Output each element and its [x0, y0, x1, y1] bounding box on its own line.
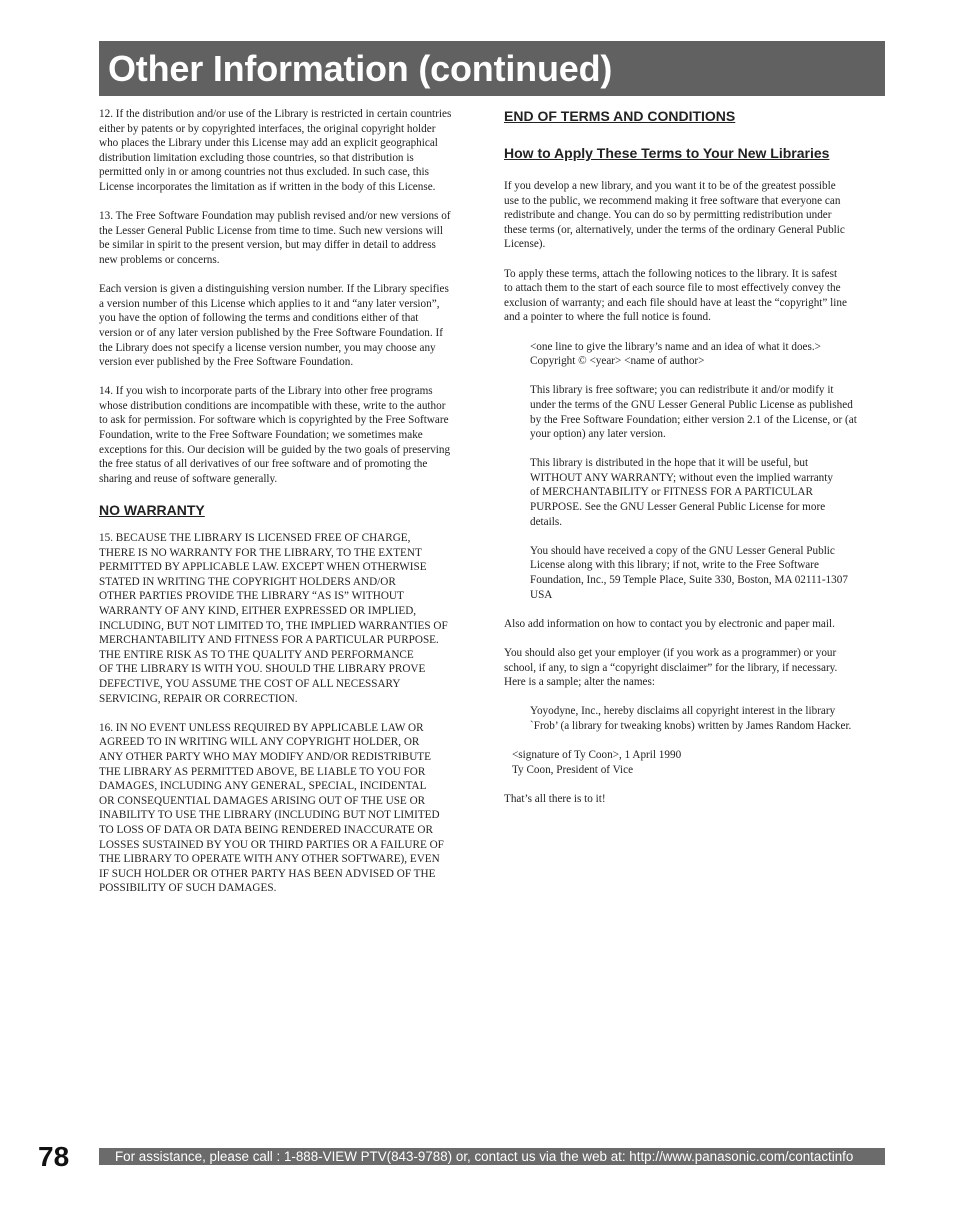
paragraph-13: 13. The Free Software Foundation may publish revised and/or new versions of the Lesser General Public License from time to time. Such new versions will be similar in spirit to the present version, but may differ in detail to address new problems or concerns.: [99, 210, 451, 266]
page-title: Other Information (continued): [108, 48, 613, 89]
paragraph-12: 12. If the distribution and/or use of the Library is restricted in certain countries either by patents or by copyrighted interfaces, the original copyright holder who places the Library under this License may add an explicit geographical distribution limitation excluding those countries, so that distribution is permitted only in or among countries not thus excluded. In such case, this License incorporates the limitation as if written in the body of this License.: [99, 108, 452, 193]
notice-warranty: This library is distributed in the hope that it will be useful, but WITHOUT ANY WARRANTY; without even the implied warranty of MERCHANTABILITY or FITNESS FOR A PARTICULAR PURPOSE. See the GNU Lesser General Public License for more details.: [530, 457, 833, 528]
paragraph-develop: If you develop a new library, and you want it to be of the greatest possible use to the public, we recommend making it free software that everyone can redistribute and change. You can do so by permitting redistribution under these terms (or, alternatively, under the terms of the ordinary General Public License).: [504, 180, 845, 251]
paragraph-employer: You should also get your employer (if you work as a programmer) or your school, if any, to sign a “copyright disclaimer” for the library, if necessary. Here is a sample; alter the names:: [504, 647, 838, 689]
paragraph-contact: Also add information on how to contact you by electronic and paper mail.: [504, 617, 835, 630]
page-number: 78: [38, 1141, 70, 1172]
signature-block: <signature of Ty Coon>, 1 April 1990 Ty Coon, President of Vice: [512, 749, 682, 776]
end-of-terms-heading: END OF TERMS AND CONDITIONS: [504, 108, 736, 124]
paragraph-14: 14. If you wish to incorporate parts of the Library into other free programs whose distribution conditions are incompatible with these, write to the author to ask for permission. For software which is copyrighted by the Free Software Foundation, write to the Free Software Foundation; we sometimes make exceptions for this. Our decision will be guided by the two goals of preserving the free status of all derivatives of our free software and of promoting the sharing and reuse of software generally.: [99, 385, 451, 485]
left-column: [99, 107, 486, 910]
sample-disclaimer: Yoyodyne, Inc., hereby disclaims all copyright interest in the library `Frob’ (a library for tweaking knobs) written by James Random Hacker.: [530, 705, 852, 732]
notice-free-software: This library is free software; you can redistribute it and/or modify it under the terms of the GNU Lesser General Public License as published by the Free Software Foundation; either version 2.1 of the License, or (at your option) any later version.: [530, 384, 857, 441]
how-to-apply-heading: How to Apply These Terms to Your New Libraries: [504, 145, 830, 161]
closing-line: That’s all there is to it!: [504, 792, 606, 805]
paragraph-16: 16. IN NO EVENT UNLESS REQUIRED BY APPLICABLE LAW OR AGREED TO IN WRITING WILL ANY COPYRIGHT HOLDER, OR ANY OTHER PARTY WHO MAY MODIFY AND/OR REDISTRIBUTE THE LIBRARY AS PERMITTED ABOVE, BE LIABLE TO YOU FOR DAMAGES, INCLUDING ANY GENERAL, SPECIAL, INCIDENTAL OR CONSEQUENTIAL DAMAGES ARISING OUT OF THE USE OR INABILITY TO USE THE LIBRARY (INCLUDING BUT NOT LIMITED TO LOSS OF DATA OR DATA BEING RENDERED INACCURATE OR LOSSES SUSTAINED BY YOU OR THIRD PARTIES OR A FAILURE OF THE LIBRARY TO OPERATE WITH ANY OTHER SOFTWARE), EVEN IF SUCH HOLDER OR OTHER PARTY HAS BEEN ADVISED OF THE POSSIBILITY OF SUCH DAMAGES.: [99, 721, 444, 895]
paragraph-version: Each version is given a distinguishing version number. If the Library specifies a version number of this License which applies to it and “any later version”, you have the option of following the terms and conditions either of that version or of any later version published by the Free Software Foundation. If the Library does not specify a license version number, you may choose any version ever published by the Free Software Foundation.: [99, 283, 449, 369]
assistance-footer: For assistance, please call : 1-888-VIEW PTV(843-9788) or, contact us via the web at: http://www.panasonic.com/contactinfo: [99, 1148, 885, 1165]
right-column: [504, 107, 892, 821]
paragraph-apply: To apply these terms, attach the following notices to the library. It is safest to attach them to the start of each source file to most effectively convey the exclusion of warranty; and each file should have at least the “copyright” line and a pointer to where the full notice is found.: [504, 267, 847, 324]
notice-name-line: <one line to give the library’s name and an idea of what it does.> Copyright © <year> <name of author>: [530, 340, 821, 368]
no-warranty-heading: NO WARRANTY: [99, 502, 205, 519]
notice-copy: You should have received a copy of the GNU Lesser General Public License along with this library; if not, write to the Free Software Foundation, Inc., 59 Temple Place, Suite 330, Boston, MA 02111-1307 USA: [530, 544, 848, 601]
paragraph-15: 15. BECAUSE THE LIBRARY IS LICENSED FREE OF CHARGE, THERE IS NO WARRANTY FOR THE LIBRARY, TO THE EXTENT PERMITTED BY APPLICABLE LAW. EXCEPT WHEN OTHERWISE STATED IN WRITING THE COPYRIGHT HOLDERS AND/OR OTHER PARTIES PROVIDE THE LIBRARY “AS IS” WITHOUT WARRANTY OF ANY KIND, EITHER EXPRESSED OR IMPLIED, INCLUDING, BUT NOT LIMITED TO, THE IMPLIED WARRANTIES OF MERCHANTABILITY AND FITNESS FOR A PARTICULAR PURPOSE. THE ENTIRE RISK AS TO THE QUALITY AND PERFORMANCE OF THE LIBRARY IS WITH YOU. SHOULD THE LIBRARY PROVE DEFECTIVE, YOU ASSUME THE COST OF ALL NECESSARY SERVICING, REPAIR OR CORRECTION.: [99, 532, 448, 705]
header-bar: [99, 41, 885, 96]
